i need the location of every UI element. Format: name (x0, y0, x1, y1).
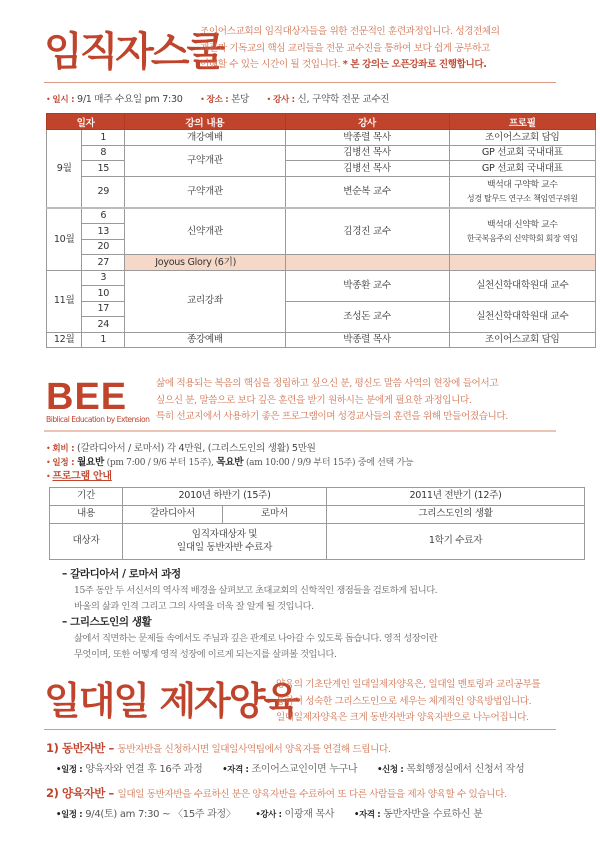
table-row-highlighted (47, 255, 596, 271)
section3-intro (276, 677, 586, 727)
profile-line: 성경 탈무드 연구소 책임연구위원 (466, 193, 578, 203)
item-title: 1) 동반자반 – (46, 741, 114, 755)
place-label: 장소 : (206, 95, 229, 105)
header-content: 강의 내용 (125, 114, 285, 130)
profile-cell (449, 176, 595, 208)
detail-value: 조이어스교인이면 누구나 (251, 764, 358, 775)
date-value: 9/1 매주 수요일 pm 7:30 (77, 94, 183, 105)
table-header-row (47, 114, 596, 130)
bullet-icon: • (354, 809, 360, 819)
bee-schedule-line (46, 454, 413, 468)
intro-line: 삶에 적용되는 복음의 핵심을 정립하고 싶으신 분, 평신도 말씀 사역의 현장에 들어서고 (156, 378, 499, 389)
lecturer-cell: 박종렬 목사 (285, 332, 449, 348)
bee-fee-line (46, 440, 316, 454)
month-cell: 11월 (47, 270, 82, 332)
profile-cell: 실천신학대학원대 교수 (449, 270, 595, 301)
bullet-icon: • (46, 95, 51, 104)
day-cell: 27 (82, 255, 125, 271)
day-cell: 13 (82, 224, 125, 240)
detail-value: 양육자와 연결 후 16주 과정 (85, 764, 203, 775)
lecturer-cell: 김경진 교수 (285, 208, 449, 255)
fee-label: 회비 : (52, 444, 75, 454)
day-cell: 17 (82, 301, 125, 317)
target-line: 임직자대상자 및 (191, 528, 258, 540)
intro-line: 통하여 성숙한 그리스도인으로 세우는 체계적인 양육방법입니다. (276, 695, 532, 707)
fee-value: (갈라디아서 / 로마서) 각 4만원, (그리스도인의 생활) 5만원 (77, 443, 316, 454)
day-cell: 8 (82, 145, 125, 161)
intro-line: 일대일제자양육은 크게 동반자반과 양육자반으로 나누어집니다. (276, 712, 529, 723)
schedule-table (46, 113, 596, 348)
profile-cell (449, 208, 595, 255)
date-label: 일시 : (52, 95, 75, 105)
table-row (47, 208, 596, 224)
table-row (47, 332, 596, 348)
profile-cell: 조이어스교회 담임 (449, 130, 595, 146)
content-cell: Joyous Glory (6기) (125, 255, 285, 271)
content-label: 내용 (50, 506, 123, 524)
table-row (47, 145, 596, 161)
section3-divider (44, 729, 556, 730)
bullet-icon: • (56, 809, 62, 819)
item-title: 2) 양육자반 – (46, 786, 114, 800)
bullet-icon: • (200, 95, 205, 104)
lecturer-cell: 변순복 교수 (285, 176, 449, 208)
item-companion-class (46, 740, 391, 756)
day-cell: 3 (82, 270, 125, 286)
monday-class: 월요반 (77, 457, 104, 468)
day-cell: 1 (82, 332, 125, 348)
period-2011: 2011년 전반기 (12주) (327, 488, 585, 506)
bullet-icon: • (222, 764, 228, 774)
lecturer-cell: 조성돈 교수 (285, 301, 449, 332)
profile-line: 백석대 신약학 교수 (487, 219, 558, 230)
header-date: 일자 (47, 114, 125, 130)
period-label: 기간 (50, 488, 123, 506)
item-mentor-details (56, 805, 483, 820)
bullet-icon: • (377, 764, 383, 774)
section2-intro (156, 376, 586, 426)
detail-label: 강사 : (260, 809, 282, 819)
header-lecturer: 강사 (285, 114, 449, 130)
section1-divider (44, 82, 556, 83)
detail-label: 자격 : (359, 809, 381, 819)
table-row (47, 270, 596, 286)
thursday-class: 목요반 (216, 457, 244, 468)
program-guide-label: 프로그램 안내 (52, 471, 112, 482)
profile-cell: 조이어스교회 담임 (449, 332, 595, 348)
period-2010: 2010년 하반기 (15주) (123, 488, 327, 506)
bee-logo: BEE (46, 376, 128, 418)
content-cell: 구약개관 (125, 145, 285, 176)
target-2010 (123, 524, 327, 560)
lecturer-cell: 박종환 교수 (285, 270, 449, 301)
detail-label: 일정 : (61, 764, 83, 774)
table-row-target (50, 524, 585, 560)
header-profile: 프로필 (449, 114, 595, 130)
profile-cell: 실천신학대학원대 교수 (449, 301, 595, 332)
profile-cell: GP 선교회 국내대표 (449, 145, 595, 161)
profile-cell (449, 255, 595, 271)
course-desc-line: 무엇이며, 또한 어떻게 영적 성장에 이르게 되는지를 살펴볼 것입니다. (74, 649, 337, 660)
bullet-icon: • (46, 458, 51, 467)
month-cell: 12월 (47, 332, 82, 348)
section2-divider (44, 430, 556, 432)
day-cell: 20 (82, 239, 125, 255)
content-cell: 신약개관 (125, 208, 285, 255)
month-cell: 10월 (47, 208, 82, 270)
item-mentor-class (46, 785, 507, 801)
course-christian-life: 그리스도인의 생활 (327, 506, 585, 524)
intro-line: 조이어스교회의 임직대상자들을 위한 전문적인 훈련과정입니다. 성경전체의 (200, 26, 500, 37)
monday-class-detail: (pm 7:00 / 9/6 부터 15주), (106, 458, 214, 468)
month-cell: 9월 (47, 130, 82, 209)
table-row (47, 176, 596, 208)
bullet-icon: • (255, 809, 261, 819)
program-table (49, 487, 585, 560)
thursday-class-detail: (am 10:00 / 9/9 부터 15주) 중에 선택 가능 (245, 458, 414, 468)
lecturer-cell (285, 255, 449, 271)
detail-label: 신청 : (382, 764, 404, 774)
target-2011: 1학기 수료자 (327, 524, 585, 560)
intro-line: 이해할 수 있는 시간이 될 것입니다. (200, 59, 341, 70)
day-cell: 24 (82, 317, 125, 333)
target-label: 대상자 (50, 524, 123, 560)
detail-value: 이광재 목사 (284, 809, 335, 820)
day-cell: 10 (82, 286, 125, 302)
course-galatians: 갈라디아서 (123, 506, 223, 524)
detail-value: 동반자반을 수료하신 분 (383, 809, 483, 820)
course-desc-line: 바울의 삶과 인격 그리고 그의 사역을 더욱 잘 알게 될 것입니다. (74, 601, 314, 612)
content-cell: 종강예배 (125, 332, 285, 348)
course-galatians-romans (62, 566, 582, 615)
content-cell: 개강예배 (125, 130, 285, 146)
intro-line: 싶으신 분, 말씀으로 보다 깊은 훈련을 받기 원하시는 분에게 필요한 과정입니다. (156, 394, 472, 406)
course-christian-life (62, 614, 582, 663)
day-cell: 1 (82, 130, 125, 146)
bee-subtitle: Biblical Education by Extension (46, 415, 150, 424)
place-value: 본당 (231, 94, 250, 105)
intro-line: 특히 선교지에서 사용하기 좋은 프로그램이며 성경교사들의 훈련을 위해 만들어졌습니다. (156, 411, 508, 422)
profile-cell: GP 선교회 국내대표 (449, 161, 595, 177)
lecturer-label: 강사 : (272, 95, 295, 105)
content-cell: 구약개관 (125, 176, 285, 208)
table-row-period (50, 488, 585, 506)
table-row (47, 130, 596, 146)
open-lecture-note: * 본 강의는 오픈강좌로 진행합니다. (342, 59, 487, 70)
lecturer-cell: 김병선 목사 (285, 145, 449, 161)
detail-label: 자격 : (227, 764, 249, 774)
detail-value: 목회행정실에서 신청서 작성 (406, 764, 525, 775)
program-guide-heading (46, 467, 112, 482)
item-desc: 동반자반을 신청하시면 일대일사역팀에서 양육자를 연결해 드립니다. (117, 744, 391, 755)
bullet-icon: • (266, 95, 271, 104)
section1-title: 임직자스쿨 (44, 29, 223, 75)
day-cell: 29 (82, 176, 125, 208)
detail-label: 일정 : (61, 809, 83, 819)
section1-intro (200, 24, 580, 74)
course-title: – 갈라디아서 / 로마서 과정 (62, 568, 181, 580)
item-desc: 일대일 동반자반을 수료하신 분은 양육자반을 수료하여 또 다른 사람들을 제자 양육할 수 있습니다. (117, 789, 507, 800)
course-desc-line: 15주 동안 두 서신서의 역사적 배경을 살펴보고 초대교회의 신학적인 쟁점들을 검토하게 됩니다. (74, 585, 438, 596)
day-cell: 15 (82, 161, 125, 177)
course-title: – 그리스도인의 생활 (62, 616, 152, 628)
section3-title: 일대일 제자양육 (44, 679, 299, 723)
item-companion-details (56, 760, 524, 775)
profile-line: 백석대 구약학 교수 (487, 179, 558, 190)
bullet-icon: • (56, 764, 62, 774)
course-desc-line: 삶에서 직면하는 문제들 속에서도 주님과 깊은 관계로 나아갈 수 있도록 돕습니다. 영적 성장이란 (74, 633, 438, 644)
content-cell: 교리강좌 (125, 270, 285, 332)
lecturer-value: 신, 구약학 전문 교수진 (297, 94, 390, 105)
intro-line: 개관과 기독교의 핵심 교리들을 전문 교수진을 통하여 보다 쉽게 공부하고 (200, 42, 490, 54)
lecturer-cell: 김병선 목사 (285, 161, 449, 177)
course-romans: 로마서 (223, 506, 327, 524)
intro-line: 양육의 기초단계인 일대일제자양육은, 일대일 멘토링과 교리공부를 (276, 679, 541, 690)
lecturer-cell: 박종렬 목사 (285, 130, 449, 146)
bullet-icon: • (46, 444, 51, 453)
schedule-label: 일정 : (52, 458, 75, 468)
detail-value: 9/4(토) am 7:30 ~ 〈15주 과정〉 (85, 809, 236, 820)
profile-line: 한국복음주의 신약학회 회장 역임 (466, 233, 578, 243)
target-line: 일대일 동반자반 수료자 (176, 541, 273, 553)
table-row-content (50, 506, 585, 524)
bullet-icon: • (46, 472, 51, 481)
section1-info (46, 91, 389, 105)
day-cell: 6 (82, 208, 125, 224)
